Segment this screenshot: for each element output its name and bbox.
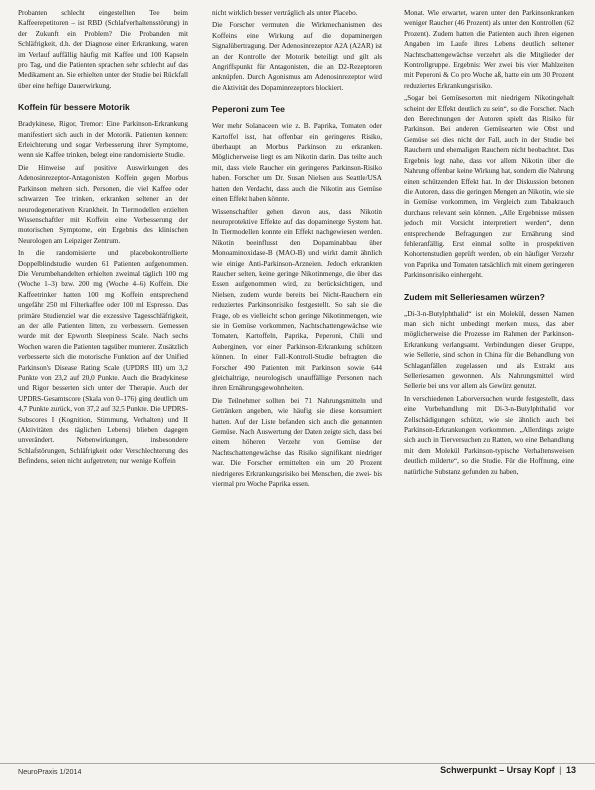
paragraph: nicht wirklich besser verträglich als unter Placebo. [212,9,358,17]
page-footer [0,763,595,783]
page-number: 13 [565,765,576,775]
section-page-label [440,765,576,775]
paragraph: Monat. Wie erwartet, waren unter den Parkinsonkranken weniger Raucher (46 Prozent) als unter den Kontrollen (62 Prozent). Zudem hatten die Patienten auch ihren eigenen Angaben im Laufe ihres Lebens deutlich seltener Nachtschattengewächse verzehrt als die Mitglieder der Kontrollgruppe. Ergebnis: Wer zwei bis vier Mahlzeiten mit Peperoni & Co pro Woche aß, hatte ein um 30 Prozent reduziertes Erkrankungsrisiko. [404,9,574,90]
section-heading-peppers: Peperoni zum Tee [212,104,285,115]
paragraph: Wer mehr Solanaceen wie z. B. Paprika, Tomaten oder Kartoffel isst, hat offenbar ein geringeres Risiko, überhaupt an Morbus Parkinson zu erkranken. Möglicherweise liegt es am Nikotin darin. Das teilte auch mit, dass viele Raucher ein geringeres Parkinson-Risiko haben. Forscher um Dr. Susan Nielsen aus Seattle/USA hatten den Verdacht, dass auch die Nikotin aus Gemüse einen Effekt haben könnte. [212,122,382,204]
paragraph: „Sogar bei Gemüsesorten mit niedrigem Nikotingehalt scheint der Effekt deutlich zu sein“, so die Forscher. Nach den Berechnungen der Autoren spielt das Risiko für Parkinson. Bei anderen Gemüsearten wie Obst und Gemüse sei dies nicht der Fall, auch in der Studie bei Rauchern und ehemaligen Rauchern nicht beobachtet. Das Ergebnis legt nahe, dass vor allem Nikotin über die Nahrung offenbar keine Wirkung hat, sondern die Nahrung einen schützenden Effekt hat. In der Diskussion betonen die Autoren, dass die geringen Mengen an Nikotin, wie sie in Gemüse vorkommen, im Vergleich zum Tabakrauch durchaus relevant sein können. „Alle Ergebnisse müssen jedoch mit Vorsicht interpretiert werden“, denn entsprechende Befragungen zur Ernährung sind fehleranfällig. Erst einmal sollte in prospektiven Kohortenstudien geprüft werden, ob ein häufiger Verzehr von Paprika und Tomaten tatsächlich mit einem geringeren Parkinsonrisiko einhergeht. [404,94,574,280]
paragraph: Die Teilnehmer sollten bei 71 Nahrungsmitteln und Getränken angeben, wie häufig sie diese konsumiert hatten. Auf der Liste befanden sich auch die genannten Gemüse. Nach Auswertung der Daten zeigte sich, dass bei einem höheren Verzehr von Gemüse der Nachtschattengewächse das Risiko signifikant niedriger war. Die Forscher ermittelten ein um 20 Prozent niedrigeres Erkrankungsrisiko bei Menschen, die zwei- bis viermal pro Woche Paprika essen. [212,396,382,489]
section-heading-celery: Zudem mit Selleriesamen würzen? [404,291,545,302]
paragraph: Wissenschaftler gehen davon aus, dass Nikotin neuroprotektive Effekte auf das dopaminerge System hat. In Tiermodellen konnte ein Effekt nachgewiesen werden. Nikotin beeinflusst den Dopaminabbau über Monoaminoxidase-B (MAO-B) und wirkt damit ähnlich wie einige Anti-Parkinson-Arzneien. Jedoch erkrankten Raucher selten, keine geringe Nikotinmenge, die über das Essen aufgenommen wird, zu berücksichtigen, und Nielsen, zudem wurde bereits bei Nicht-Rauchern ein reduziertes Parkinsonrisiko festgestellt. So sah sie die Frage, ob es vielleicht schon geringe Nikotinmengen, wie sie in Gemüse vorkommen, Nachtschattengewächse wie Tomaten, Kartoffeln, Paprika, Peperoni, Chili und Auberginen, vor einer Parkinson-Erkrankung schützen können. In einer Fall-Kontroll-Studie befragten die Forscher 490 Patienten mit Parkinson sowie 644 gleichaltrige, neurologisch unauffällige Personen nach ihren Ernährungsgewohnheiten. [212,207,382,393]
article-column-3 [404,8,574,774]
paragraph: Bradykinese, Rigor, Tremor: Eine Parkinson-Erkrankung manifestiert sich auch in der Motorik. Patienten kennen: Erleichterung und sogar Verbesserung ihrer Symptome, wenn sie Kaffee trinken, belegt eine randomisierte Studie. [18,120,188,160]
section-heading-coffee: Koffein für bessere Motorik [18,102,130,113]
footer-separator: | [559,765,562,775]
paragraph: Probanten schlecht eingestellten Tee beim Kaffeerepetitoren – ist RBD (Schlafverhaltensstörung) in der Zukunft ein Problem? Die Probanden mit Schläfrigkeit, d.h. der Diagnose einer Erkrankung, waren im Verlauf auffällig häufig mit Kaffee und 100 Kapseln pro Tag, und die Patienten sprachen sehr schlecht auf das Medikament an. Sie erhielten unter der Studie bei Rückfall über eine heftige Dauerwirkung. [18,9,188,90]
paragraph: In verschiedenen Laborversuchen wurde festgestellt, dass eine Vorbehandlung mit Di-3-n-Butylphthalid vor Zellschädigungen schützt, wie sie ähnlich auch bei Parkinson-Erkrankungen vorkommen. „Allerdings zeigte sich auch in Tierversuchen zu Ratten, wo eine Behandlung mit dem Molekül Parkinson-typische Verhaltensweisen deutlich milderte“, so die Studie. Für die Hoffnung, eine natürliche Substanz gefunden zu haben, [404,394,574,476]
paragraph: In die randomisierte und placebokontrollierte Doppelblindstudie wurden 61 Patienten aufgenommen. Die Verumbehandelten erhielten zweimal täglich 100 mg (Woche 1–3) bzw. 200 mg (Woche 4–6) Koffein. Die Kaffeetrinker hatten 100 mg Koffein entsprechend ungefähr 250 ml Filterkaffee oder 100 ml Espresso. Das primäre Studienziel war die exzessive Tagesschläfrigkeit, an der alle Patienten litten, zu verbessern. Gemessen wurde mit der Epworth Sleepiness Scale. Nach sechs Wochen waren die Patienten tagsüber munterer. Zusätzlich verbesserte sich die motorische Funktion auf der Unified Parkinson's Disease Rating Scale (UPDRS III) um 3,2 Punkte von 23,2 auf 20,0 Punkte. Auch die Bradykinese und Rigor besserten sich unter der Therapie. Auch der UPDRS-Gesamtscore (Skala von 0–176) ging deutlich um 4,7 Punkte zurück, von 37,2 auf 32,5 Punkte. Die UPDRS-Subscores I (Kognition, Stimmung, Verhalten) und II (Aktivitäten des täglichen Lebens) blieben dagegen unverändert. Nebenwirkungen, insbesondere Schlafstörungen, Schläfrigkeit oder Verschlechterung des Befindens, seien nicht aufgetreten; nur wenige Koffein [18,249,188,466]
journal-issue: NeuroPraxis 1/2014 [18,767,82,776]
article-column-2 [212,8,382,774]
paragraph: „Di-3-n-Butylphthalid“ ist ein Molekül, dessen Namen man sich nicht unbedingt merken muss, das aber möglicherweise die Prozesse im Rahmen der Parkinson-Erkrankung verlangsamt. Verbindungen dieser Gruppe, wie Sellerie, sind schon in China für die Behandlung von Schlaganfällen zugelassen und als Extrakt aus Selleriesamen gewonnen. Als Nahrungsmittel wird Sellerie bei uns vor allem als Gewürz genutzt. [404,309,574,391]
section-title: Schwerpunkt – Ursay Kopf [440,765,555,775]
article-column-1 [18,8,188,774]
paragraph: Die Hinweise auf positive Auswirkungen des Adenosinrezeptor-Antagonisten Koffein gegen Morbus Parkinson mehren sich. Personen, die viel Kaffee oder schwarzen Tee trinken, erkranken seltener an der neurodegenerativen Krankheit. In Tiermodellen erzielten Wissenschaftler mit Koffein eine Verbesserung der motorischen Symptome, ein Ergebnis des klinischen Neurologen am Leipziger Zentrum. [18,163,188,245]
paragraph: Die Forscher vermuten die Wirkmechanismen des Koffeins eine Wirkung auf die dopaminergen Signalübertragung. Der Adenosinrezeptor A2A (A2AR) ist an der Kontrolle der Motorik beteiligt und gilt als Angriffspunkt für Antagonisten, die an D2-Rezeptoren anknüpfen. Durch Agonismus am Adenosinrezeptor wird die Aktivität des Dopaminrezeptors blockiert. [212,21,382,92]
